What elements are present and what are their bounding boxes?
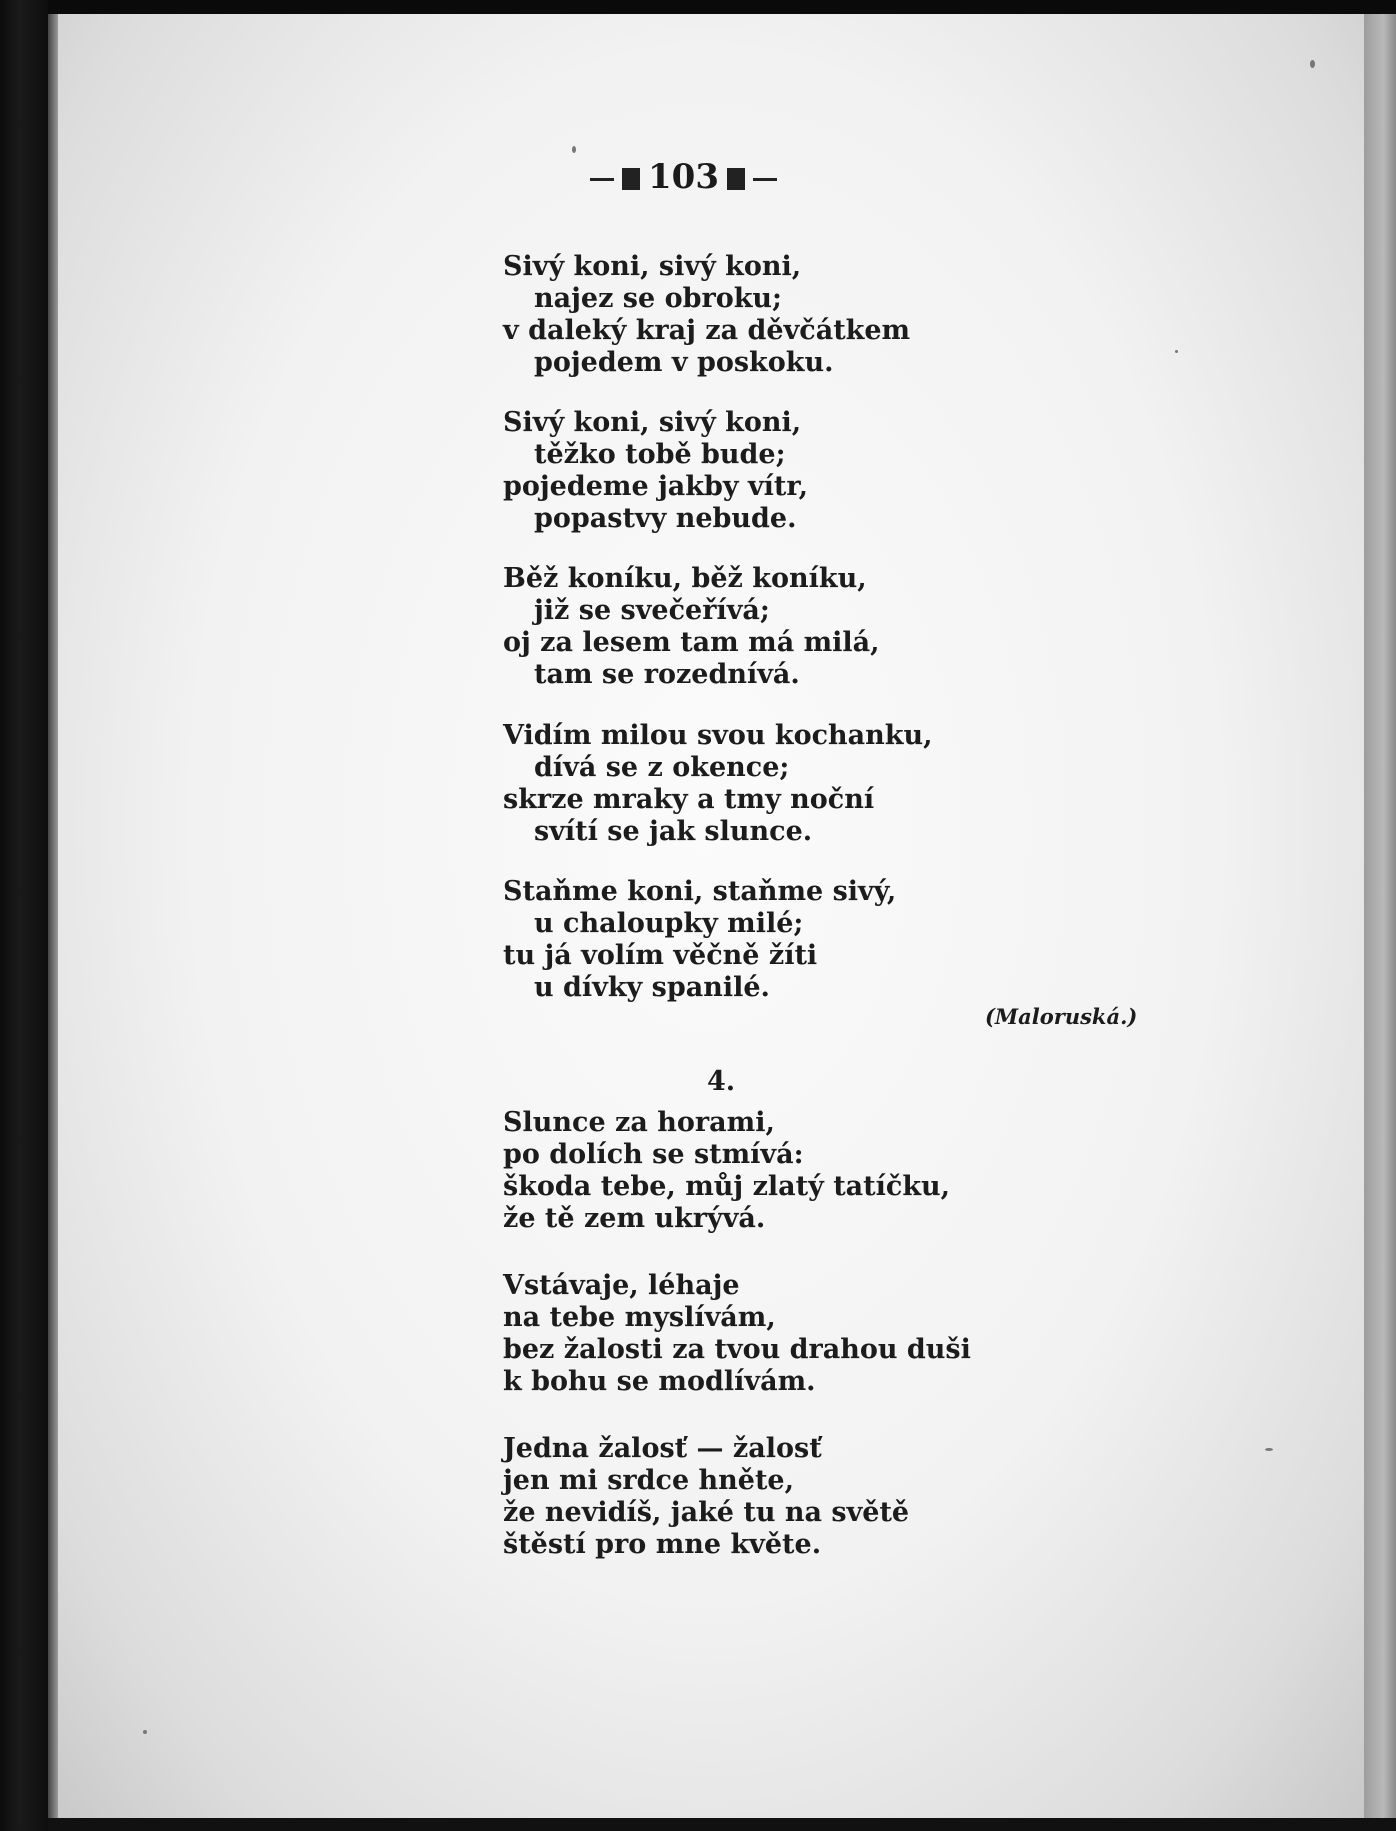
verse-line: štěstí pro mne květe.	[503, 1529, 822, 1560]
verse-line: skrze mraky a tmy noční	[503, 784, 875, 815]
dash-ornament	[753, 178, 777, 181]
verse-line: Běž koníku, běž koníku,	[503, 563, 867, 594]
print-speck	[572, 146, 576, 153]
verse-line: jen mi srdce hněte,	[503, 1465, 795, 1496]
dash-ornament	[590, 178, 614, 181]
verse-line: Vstávaje, léhaje	[503, 1270, 740, 1301]
verse-line: Jedna žalosť — žalosť	[503, 1433, 822, 1464]
stanza	[503, 1107, 950, 1235]
stanza	[503, 407, 808, 535]
stanza	[503, 876, 896, 1004]
verse-line: tu já volím věčně žíti	[503, 940, 818, 971]
scan-bottom-edge	[48, 1818, 1396, 1831]
stanza	[503, 251, 910, 379]
printer-ornament-icon	[727, 168, 745, 190]
page-header	[590, 157, 850, 197]
verse-line: škoda tebe, můj zlatý tatíčku,	[503, 1171, 951, 1202]
verse-line: Sivý koni, sivý koni,	[503, 251, 802, 282]
scan-left-edge	[0, 0, 48, 1831]
print-speck	[143, 1730, 147, 1734]
verse-line: najez se obroku;	[534, 283, 783, 314]
stanza	[503, 720, 933, 848]
verse-line: těžko tobě bude;	[534, 439, 786, 470]
print-speck	[1265, 1448, 1273, 1451]
stanza	[503, 563, 880, 691]
verse-line: svítí se jak slunce.	[534, 816, 813, 847]
verse-line: u dívky spanilé.	[534, 972, 770, 1003]
stanza	[503, 1433, 909, 1561]
verse-line: popastvy nebude.	[534, 503, 797, 534]
stanza	[503, 1270, 971, 1398]
verse-line: bez žalosti za tvou drahou duši	[503, 1334, 971, 1365]
verse-line: pojedem v poskoku.	[534, 347, 834, 378]
verse-line: po dolích se stmívá:	[503, 1139, 804, 1170]
verse-line: Sivý koni, sivý koni,	[503, 407, 802, 438]
verse-line: k bohu se modlívám.	[503, 1366, 816, 1397]
verse-line: v daleký kraj za děvčátkem	[503, 315, 911, 346]
verse-line: pojedeme jakby vítr,	[503, 471, 809, 502]
print-speck	[1310, 60, 1315, 68]
verse-line: u chaloupky milé;	[534, 908, 804, 939]
page-number: 103	[648, 157, 719, 197]
verse-line: na tebe myslívám,	[503, 1302, 776, 1333]
printer-ornament-icon	[622, 168, 640, 190]
verse-line: Slunce za horami,	[503, 1107, 775, 1138]
scan-top-edge	[0, 0, 1396, 14]
page-gutter	[48, 14, 58, 1818]
print-speck	[1175, 350, 1178, 353]
verse-line: že tě zem ukrývá.	[503, 1203, 766, 1234]
song-origin-attribution: (Maloruská.)	[985, 1004, 1138, 1029]
verse-line: dívá se z okence;	[534, 752, 790, 783]
scan-right-edge	[1364, 14, 1396, 1818]
song-number: 4.	[707, 1066, 736, 1097]
verse-line: že nevidíš, jaké tu na světě	[503, 1497, 910, 1528]
verse-line: Vidím milou svou kochanku,	[503, 720, 933, 751]
verse-line: oj za lesem tam má milá,	[503, 627, 880, 658]
verse-line: již se svečeřívá;	[534, 595, 770, 626]
verse-line: Staňme koni, staňme sivý,	[503, 876, 897, 907]
verse-line: tam se rozednívá.	[534, 659, 800, 690]
